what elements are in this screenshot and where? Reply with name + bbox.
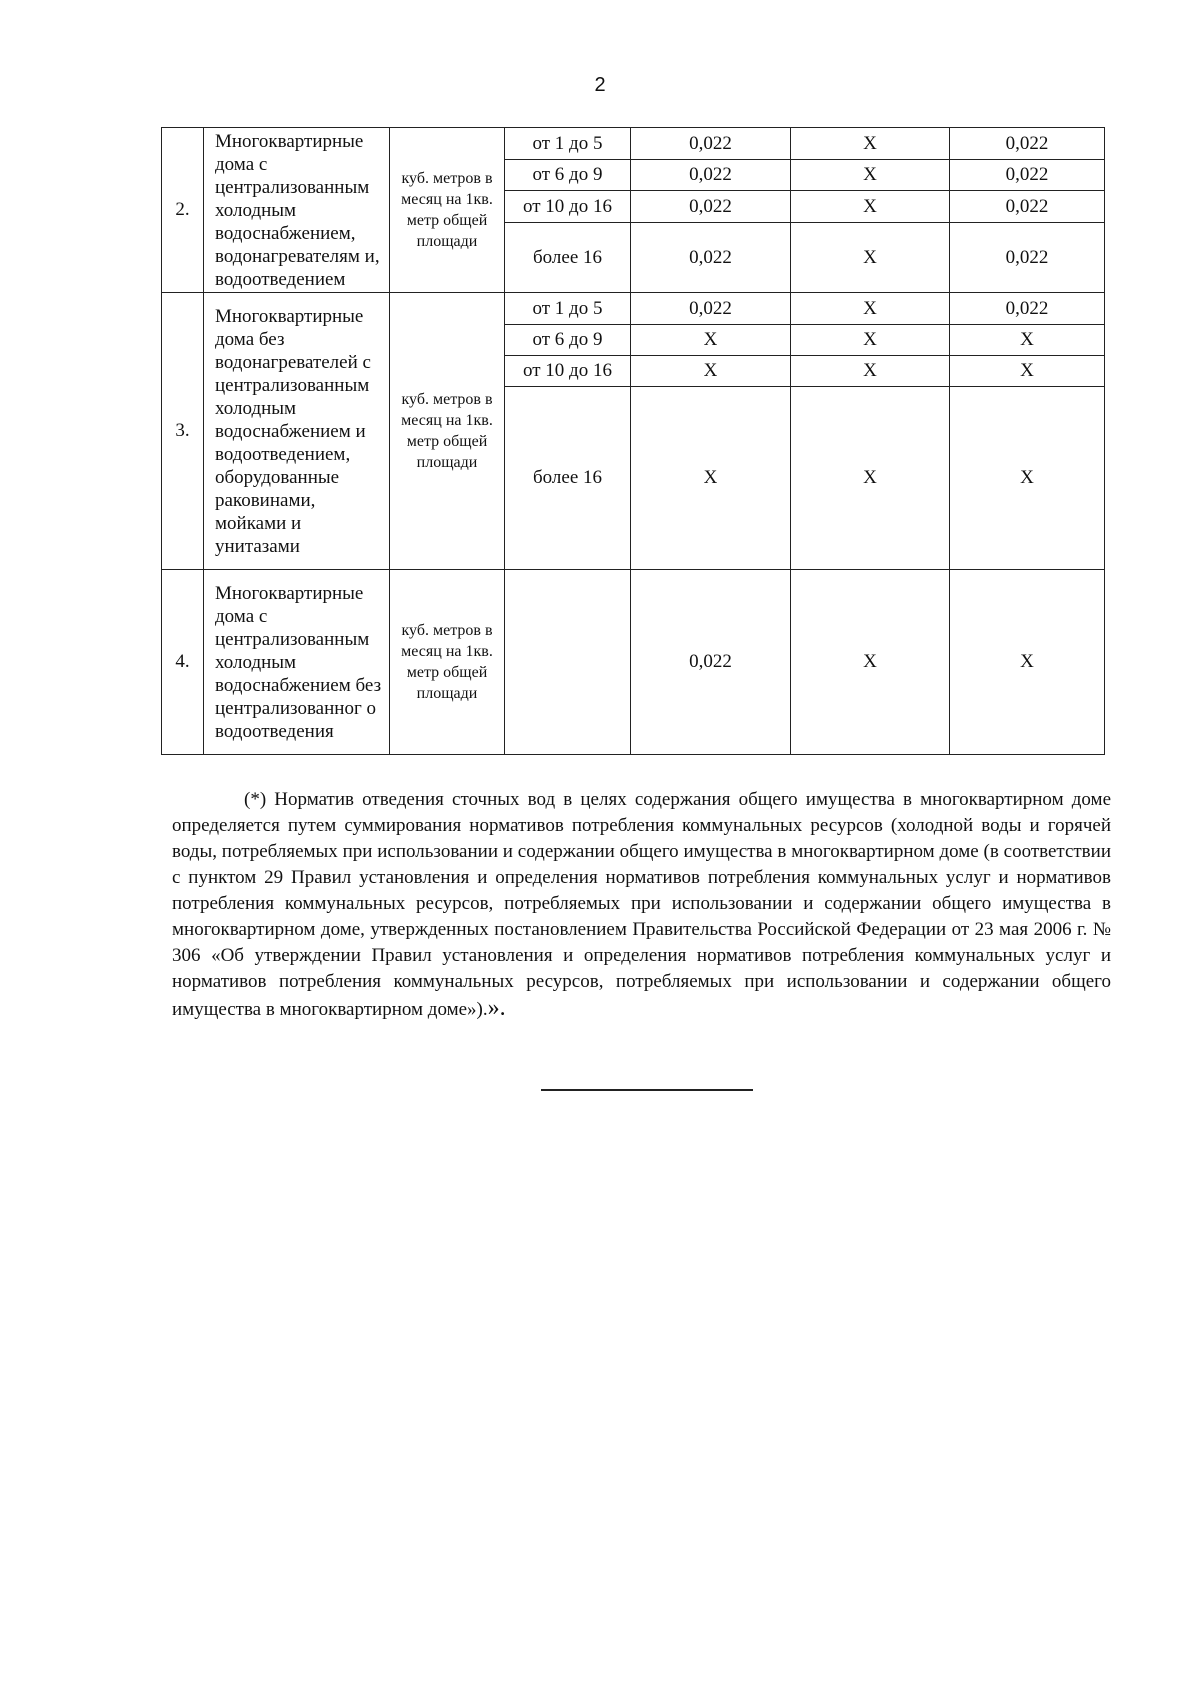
floors-range: от 6 до 9 — [505, 325, 631, 356]
value-cell: 0,022 — [631, 128, 791, 160]
value-cell: 0,022 — [950, 128, 1105, 160]
floors-range: от 10 до 16 — [505, 356, 631, 387]
value-cell: X — [791, 356, 950, 387]
value-cell: X — [631, 325, 791, 356]
value-cell: X — [791, 191, 950, 223]
page-number: 2 — [594, 74, 606, 96]
value-cell: 0,022 — [631, 191, 791, 223]
value-cell: X — [631, 356, 791, 387]
norms-table — [161, 127, 1105, 755]
table-row — [162, 128, 1105, 160]
value-cell: X — [791, 128, 950, 160]
value-cell: X — [631, 387, 791, 570]
building-type: Многоквартирные дома без водонагревателей с централизованным холодным водоснабжением и водоотведением, оборудованные раковинами, мойками и унитазами — [204, 293, 390, 570]
value-cell: X — [791, 160, 950, 191]
value-cell: 0,022 — [631, 570, 791, 755]
building-type: Многоквартирные дома с централизованным холодным водоснабжением, водонагревателям и, водоотведением — [204, 128, 390, 293]
value-cell: X — [950, 387, 1105, 570]
footnote — [172, 787, 1111, 1023]
closing-quote: ». — [487, 995, 506, 1021]
floors-range: от 1 до 5 — [505, 128, 631, 160]
value-cell: 0,022 — [631, 223, 791, 293]
building-type: Многоквартирные дома с централизованным холодным водоснабжением без централизованног о водоотведения — [204, 570, 390, 755]
table-row — [162, 293, 1105, 325]
unit-of-measure: куб. метров в месяц на 1кв. метр общей площади — [390, 128, 505, 293]
value-cell: 0,022 — [950, 160, 1105, 191]
table-row — [162, 570, 1105, 755]
value-cell: X — [950, 356, 1105, 387]
value-cell: X — [791, 325, 950, 356]
footnote-text: (*) Норматив отведения сточных вод в целях содержания общего имущества в многоквартирном доме определяется путем суммирования нормативов потребления коммунальных ресурсов (холодной воды и горячей воды, потребляемых при использовании и содержании общего имущества в многоквартирном доме (в соответствии с пунктом 29 Правил установления и определения нормативов потребления коммунальных услуг и нормативов потребления коммунальных ресурсов, потребляемых при использовании и содержании общего имущества в многоквартирном доме, утвержденных постановлением Правительства Российской Федерации от 23 мая 2006 г. № 306 «Об утверждении Правил установления и определения нормативов потребления коммунальных услуг и нормативов потребления коммунальных ресурсов, потребляемых при использовании и содержании общего имущества в многоквартирном доме»). — [172, 789, 1111, 1020]
floors-range: от 6 до 9 — [505, 160, 631, 191]
value-cell: X — [791, 387, 950, 570]
floors-range: от 1 до 5 — [505, 293, 631, 325]
floors-range — [505, 570, 631, 755]
row-number: 2. — [162, 128, 204, 293]
row-number: 3. — [162, 293, 204, 570]
value-cell: 0,022 — [631, 293, 791, 325]
value-cell: X — [791, 223, 950, 293]
value-cell: 0,022 — [631, 160, 791, 191]
unit-of-measure: куб. метров в месяц на 1кв. метр общей площади — [390, 293, 505, 570]
value-cell: X — [791, 570, 950, 755]
floors-range: более 16 — [505, 223, 631, 293]
row-number: 4. — [162, 570, 204, 755]
value-cell: 0,022 — [950, 223, 1105, 293]
end-separator-line — [541, 1089, 753, 1091]
value-cell: X — [950, 325, 1105, 356]
value-cell: X — [950, 570, 1105, 755]
unit-of-measure: куб. метров в месяц на 1кв. метр общей площади — [390, 570, 505, 755]
value-cell: X — [791, 293, 950, 325]
value-cell: 0,022 — [950, 191, 1105, 223]
value-cell: 0,022 — [950, 293, 1105, 325]
floors-range: более 16 — [505, 387, 631, 570]
floors-range: от 10 до 16 — [505, 191, 631, 223]
